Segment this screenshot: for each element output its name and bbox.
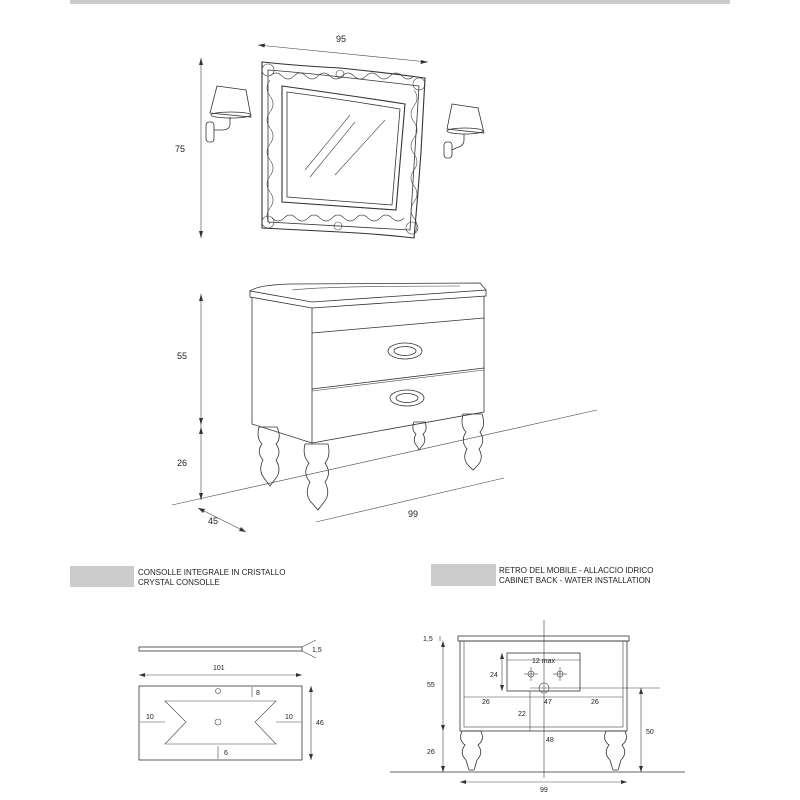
left-wall-lamp-icon xyxy=(206,86,251,142)
cabinet-height-label: 55 xyxy=(177,351,188,361)
retro-center-width-label: 47 xyxy=(544,699,552,706)
consolle-front-offset-label: 6 xyxy=(224,750,228,757)
retro-right-offset-label: 26 xyxy=(591,699,599,706)
mirror-height-dimension xyxy=(175,58,203,238)
retro-box-bottom-label: 22 xyxy=(518,711,526,718)
retro-leg-height-label: 26 xyxy=(427,749,435,756)
mirror-height-label: 75 xyxy=(175,144,186,154)
retro-box-width-label: 12 max xyxy=(532,658,555,665)
leg-height-dimension xyxy=(177,425,203,500)
consolle-header-band xyxy=(70,566,134,587)
retro-floor-height-label: 48 xyxy=(546,737,554,744)
mirror-drawing xyxy=(262,62,425,238)
top-band xyxy=(70,0,730,4)
retro-cabinet-height-label: 55 xyxy=(427,682,435,689)
retro-top-thickness-label: 1,5 xyxy=(423,636,433,643)
retro-title-it: RETRO DEL MOBILE - ALLACCIO IDRICO xyxy=(499,566,654,575)
consolle-title-it: CONSOLLE INTEGRALE IN CRISTALLO xyxy=(138,568,286,577)
consolle-hole-offset-label: 8 xyxy=(256,690,260,697)
cabinet-height-dimension xyxy=(177,294,203,425)
consolle-width-label: 101 xyxy=(213,665,225,672)
consolle-thickness-label: 1,5 xyxy=(312,647,322,654)
mirror-width-dimension xyxy=(258,34,428,64)
mirror-width-label: 95 xyxy=(336,34,347,44)
cabinet-drawing xyxy=(172,283,597,522)
consolle-depth-label: 46 xyxy=(316,720,324,727)
cabinet-width-dimension xyxy=(408,509,418,519)
retro-box-height-label: 24 xyxy=(490,672,498,679)
retro-title-en: CABINET BACK - WATER INSTALLATION xyxy=(499,576,651,585)
retro-header-band xyxy=(431,564,496,586)
consolle-side-right-label: 10 xyxy=(285,714,293,721)
consolle-title-en: CRYSTAL CONSOLLE xyxy=(138,578,220,587)
retro-total-width-label: 99 xyxy=(540,787,548,794)
consolle-side-left-label: 10 xyxy=(146,714,154,721)
cabinet-depth-label: 45 xyxy=(208,516,219,526)
retro-side-height-label: 50 xyxy=(646,729,654,736)
consolle-top-view xyxy=(139,665,324,760)
cabinet-depth-dimension xyxy=(198,508,246,532)
leg-height-label: 26 xyxy=(177,458,188,468)
cabinet-width-label: 99 xyxy=(408,509,419,519)
consolle-side-view xyxy=(139,640,322,658)
right-wall-lamp-icon xyxy=(444,104,484,158)
retro-left-offset-label: 26 xyxy=(482,699,490,706)
